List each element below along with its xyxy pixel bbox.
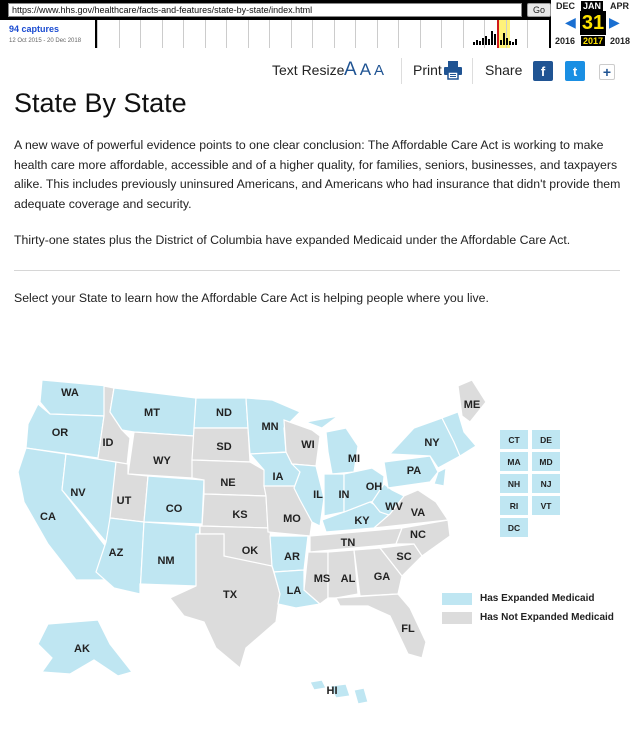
intro-paragraph: A new wave of powerful evidence points to one clear conclusion: The Affordable Care Act is working to make health care more affordable, accessible and of a higher quality, for families, seniors, businesses, and taxpayers alike. This includes previously uninsured Americans, and Americans who had insurance that didn't provide them adequate coverage and security. [14, 138, 621, 211]
label-TN: TN [340, 537, 356, 549]
wayback-go-button[interactable]: Go [527, 3, 551, 17]
sparkline-bar [473, 42, 475, 45]
label-WY: WY [153, 455, 171, 467]
capture-day: 31 [581, 12, 605, 34]
utility-bar [0, 56, 635, 84]
text-resize-label: Text Resize [272, 62, 345, 78]
sparkline-tick [248, 20, 249, 48]
month-next[interactable]: APR [610, 1, 630, 11]
wayback-toolbar [0, 0, 635, 48]
label-MO: MO [283, 513, 301, 525]
printer-icon[interactable] [443, 60, 463, 85]
next-capture-arrow-icon[interactable]: ▶ [609, 14, 620, 30]
label-IA: IA [272, 471, 284, 483]
label-KS: KS [232, 509, 248, 521]
sparkline-tick [205, 20, 206, 48]
divider [472, 58, 473, 84]
state-box-ri[interactable]: RI [500, 496, 528, 515]
sparkline-tick [162, 20, 163, 48]
label-HI: HI [326, 685, 338, 697]
sparkline-tick [398, 20, 399, 48]
sparkline-tick [355, 20, 356, 48]
label-NV: NV [70, 487, 86, 499]
sparkline-tick [269, 20, 270, 48]
print-link[interactable]: Print [413, 62, 442, 78]
label-MT: MT [144, 407, 160, 419]
label-NE: NE [220, 477, 236, 489]
label-OH: OH [365, 481, 383, 493]
sparkline-bar [476, 40, 478, 45]
label-IL: IL [313, 489, 323, 501]
label-FL: FL [401, 623, 415, 635]
label-MN: MN [261, 421, 279, 433]
sparkline-tick [334, 20, 335, 48]
sparkline-tick [312, 20, 313, 48]
label-NY: NY [424, 437, 440, 449]
sparkline-tick [140, 20, 141, 48]
year-next[interactable]: 2018 [610, 36, 631, 46]
sparkline-tick [97, 20, 98, 48]
sparkline-bar [503, 33, 505, 45]
label-CO: CO [165, 503, 183, 515]
sparkline-bar [500, 40, 502, 45]
state-box-nj[interactable]: NJ [532, 474, 560, 493]
medicaid-note: Thirty-one states plus the District of Columbia have expanded Medicaid under the Affordable Care Act. [14, 233, 571, 247]
sparkline-current-marker [497, 20, 499, 48]
divider [401, 58, 402, 84]
label-WA: WA [61, 387, 79, 399]
legend-swatch-not-expanded [442, 612, 472, 624]
label-ID: ID [102, 437, 114, 449]
select-prompt: Select your State to learn how the Affordable Care Act is helping people where you live. [14, 291, 489, 305]
label-MS: MS [313, 573, 331, 585]
label-OR: OR [51, 427, 69, 439]
label-IN: IN [338, 489, 350, 501]
text-size-small[interactable]: A [344, 59, 357, 80]
year-current: 2017 [583, 36, 604, 46]
month-prev[interactable]: DEC [556, 1, 576, 11]
state-HI[interactable] [310, 680, 368, 704]
state-CO[interactable] [144, 476, 204, 524]
label-ND: ND [216, 407, 232, 419]
label-NC: NC [410, 529, 426, 541]
share-more-icon[interactable]: + [599, 64, 615, 80]
sparkline-bar [482, 38, 484, 45]
state-box-nh[interactable]: NH [500, 474, 528, 493]
sparkline-bar [491, 31, 493, 45]
sparkline-tick [119, 20, 120, 48]
label-AR: AR [284, 551, 300, 563]
sparkline-tick [527, 20, 528, 48]
sparkline-bar [506, 38, 508, 45]
label-SC: SC [396, 551, 412, 563]
state-box-vt[interactable]: VT [532, 496, 560, 515]
sparkline-bar [485, 36, 487, 45]
sparkline-bar [509, 41, 511, 45]
page-title: State By State [14, 88, 187, 118]
wayback-sparkline[interactable] [97, 20, 549, 48]
label-TX: TX [222, 589, 238, 601]
label-AZ: AZ [108, 547, 124, 559]
legend-label-not-expanded: Has Not Expanded Medicaid [480, 612, 614, 623]
sparkline-bar [494, 34, 496, 45]
sparkline-tick [291, 20, 292, 48]
label-KY: KY [354, 515, 370, 527]
label-WV: WV [385, 501, 403, 513]
state-box-ma[interactable]: MA [500, 452, 528, 471]
text-size-medium[interactable]: A [359, 60, 372, 79]
state-box-ct[interactable]: CT [500, 430, 528, 449]
twitter-icon[interactable]: t [565, 61, 585, 81]
label-LA: LA [286, 585, 302, 597]
facebook-icon[interactable]: f [533, 61, 553, 81]
label-SD: SD [216, 441, 232, 453]
state-box-md[interactable]: MD [532, 452, 560, 471]
label-WI: WI [301, 439, 315, 451]
label-OK: OK [241, 545, 259, 557]
share-label: Share [485, 62, 523, 78]
sparkline-bar [488, 39, 490, 45]
label-AL: AL [340, 573, 356, 585]
text-size-large[interactable]: A [374, 62, 385, 79]
label-VA: VA [410, 507, 426, 519]
label-CA: CA [40, 511, 56, 523]
sparkline-tick [441, 20, 442, 48]
label-UT: UT [116, 495, 132, 507]
label-MI: MI [347, 453, 361, 465]
sparkline-bar [479, 41, 481, 45]
divider-rule [14, 270, 620, 271]
label-NM: NM [157, 555, 175, 567]
wayback-url-input[interactable]: https://www.hhs.gov/healthcare/facts-and-features/state-by-state/index.html [8, 3, 522, 17]
label-GA: GA [373, 571, 391, 583]
sparkline-tick [463, 20, 464, 48]
sparkline-bar [512, 42, 514, 45]
sparkline-tick [226, 20, 227, 48]
wayback-calendar [551, 0, 635, 48]
legend-label-expanded: Has Expanded Medicaid [480, 593, 595, 604]
us-medicaid-map [10, 372, 570, 712]
captures-range: 12 Oct 2015 - 20 Dec 2018 [9, 38, 82, 44]
sparkline-bar [515, 39, 517, 45]
prev-capture-arrow-icon[interactable]: ◀ [565, 14, 576, 30]
state-box-de[interactable]: DE [532, 430, 560, 449]
label-AK: AK [74, 643, 90, 655]
captures-count[interactable]: 94 captures [9, 24, 60, 34]
label-ME: ME [463, 399, 481, 411]
sparkline-tick [183, 20, 184, 48]
wayback-captures [0, 20, 95, 48]
label-PA: PA [406, 465, 422, 477]
year-prev[interactable]: 2016 [555, 36, 576, 46]
sparkline-tick [420, 20, 421, 48]
state-box-dc[interactable]: DC [500, 518, 528, 537]
legend-swatch-expanded [442, 593, 472, 605]
text-resize-options [344, 58, 387, 81]
sparkline-tick [377, 20, 378, 48]
month-current: JAN [583, 1, 602, 11]
